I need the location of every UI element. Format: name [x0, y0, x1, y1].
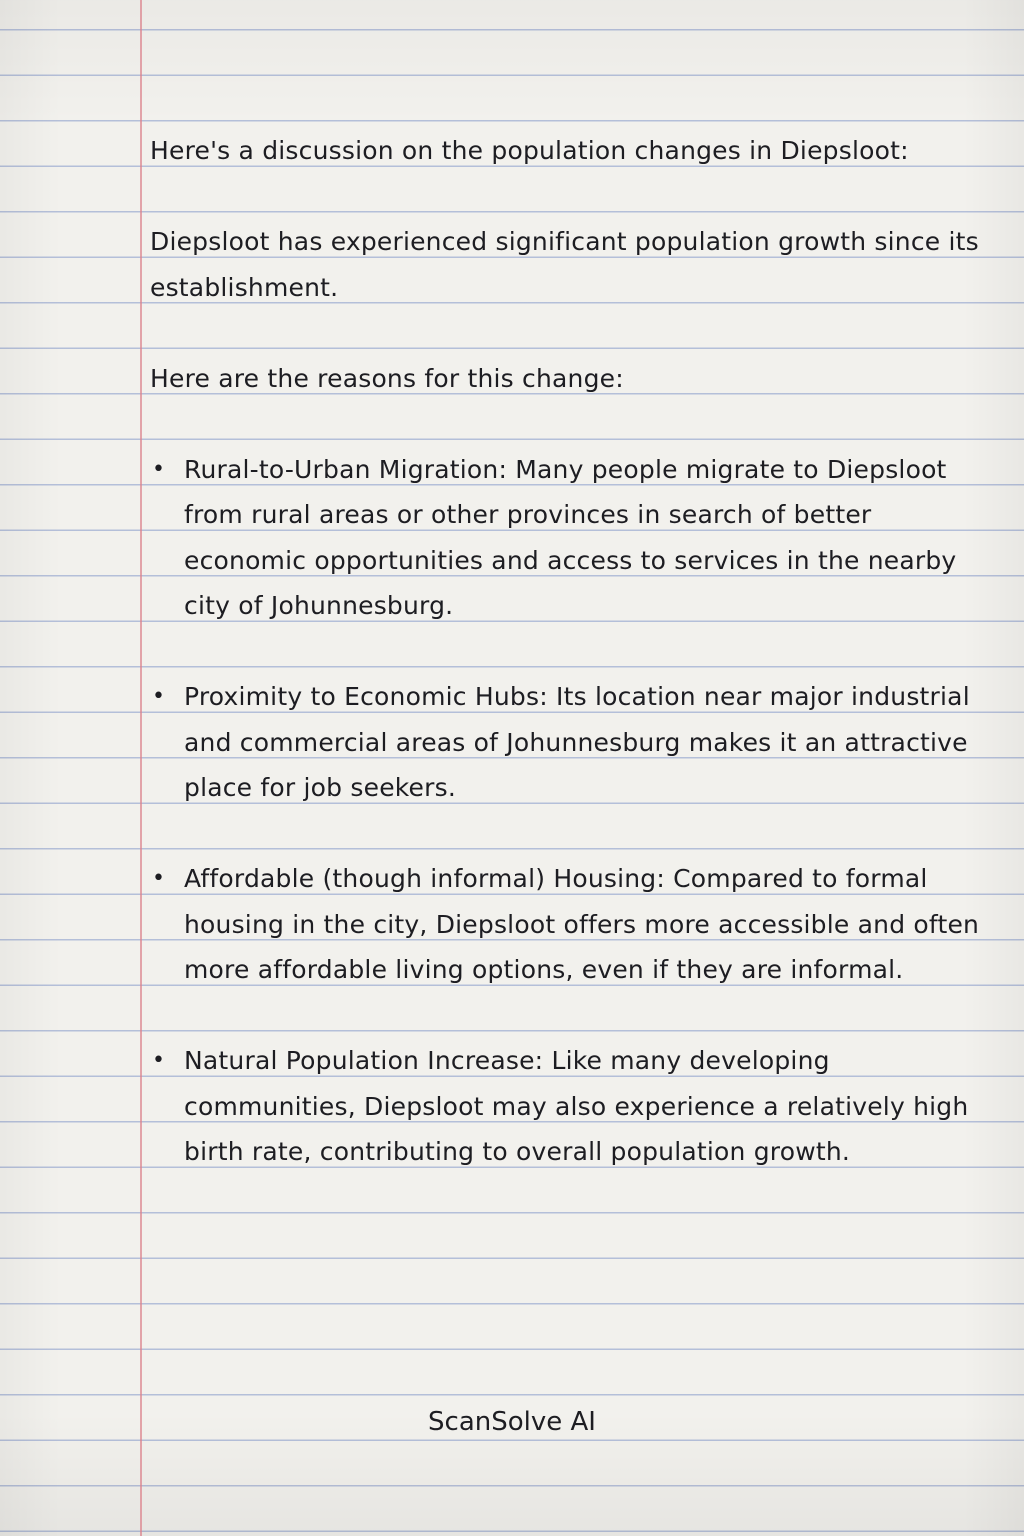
- bullet-dot-icon: •: [152, 1048, 166, 1073]
- bullet-title: Natural Population Increase:: [184, 1046, 544, 1075]
- bullet-text: Its location near major industrial and commercial areas of Johunnesburg makes it an attractive place for job seekers.: [184, 682, 970, 802]
- bullet-text: Compared to formal housing in the city, Diepsloot offers more accessible and often more affordable living options, even if they are informal.: [184, 864, 980, 984]
- reasons-heading: Here are the reasons for this change:: [150, 363, 624, 393]
- bullet-dot-icon: •: [152, 684, 166, 709]
- reasons-list: [150, 447, 980, 1175]
- bullet-text: Many people migrate to Diepsloot from rural areas or other provinces in search of better economic opportunities and access to services in the nearby city of Johunnesburg.: [184, 454, 957, 620]
- bullet-title: Rural-to-Urban Migration:: [184, 454, 508, 484]
- handwritten-content: [150, 128, 988, 1220]
- bullet-text: Like many developing communities, Diepsloot may also experience a relatively high birth rate, contributing to overall population growth.: [184, 1046, 969, 1166]
- bullet-title: Proximity to Economic Hubs:: [184, 682, 548, 711]
- bullet-dot-icon: •: [152, 456, 166, 482]
- bullet-dot-icon: •: [152, 866, 166, 891]
- intro-paragraph: Diepsloot has experienced significant population growth since its establishment.: [150, 227, 988, 302]
- list-item: [150, 1038, 980, 1175]
- footer-signature: ScanSolve AI: [428, 1407, 596, 1437]
- margin-line: [140, 0, 142, 1536]
- list-item: [150, 447, 980, 629]
- list-item: [150, 856, 980, 993]
- bullet-title: Affordable (though informal) Housing:: [184, 864, 665, 893]
- heading-line: Here's a discussion on the population changes in Diepsloot:: [150, 136, 909, 165]
- list-item: [150, 674, 980, 811]
